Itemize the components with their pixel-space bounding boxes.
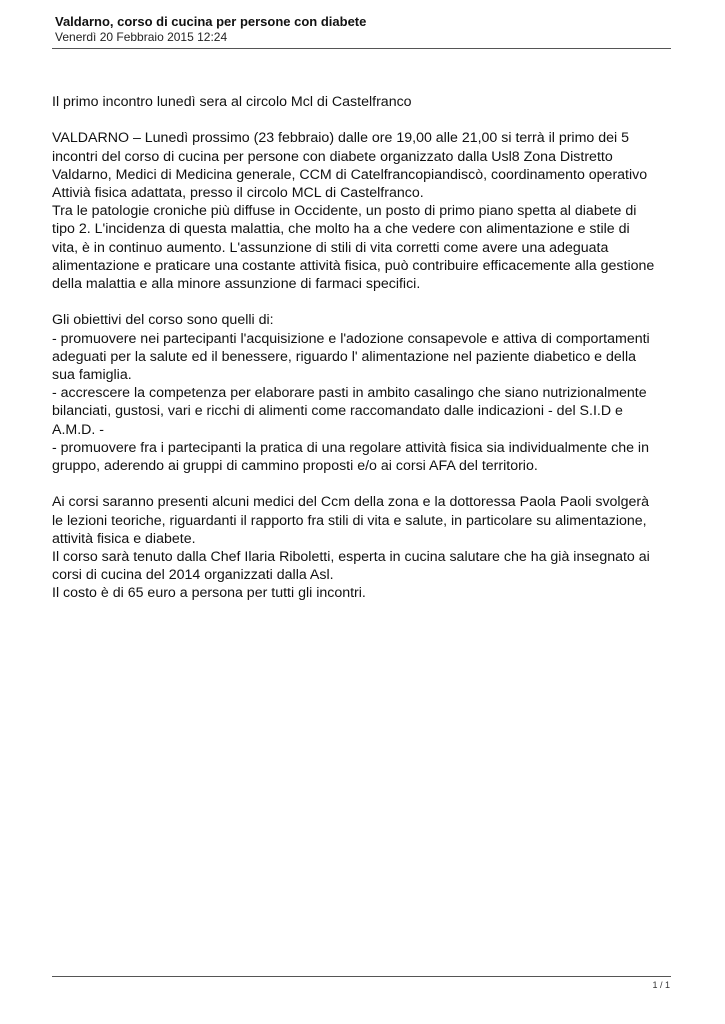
text-line: attività fisica e diabete.: [52, 530, 196, 547]
publish-date: Venerdì 20 Febbraio 2015 12:24: [55, 30, 228, 44]
text-line: vita, è in continuo aumento. L'assunzione di stili di vita corretti come avere una adeguata: [52, 239, 609, 256]
text-line: A.M.D. -: [52, 421, 105, 438]
footer-divider: [52, 976, 671, 977]
paragraph-objectives: [52, 311, 676, 475]
article-body: [52, 93, 676, 603]
text-line: - promuovere fra i partecipanti la pratica di una regolare attività fisica sia individualmente che in: [52, 439, 649, 456]
text-line: tipo 2. L'incidenza di questa malattia, che molto ha a che vedere con alimentazione e stile di: [52, 221, 630, 238]
paragraph-intro: [52, 129, 676, 293]
text-line: sua famiglia.: [52, 367, 132, 384]
text-line: - accrescere la competenza per elaborare pasti in ambito casalingo che siano nutrizionalmente: [52, 385, 647, 402]
text-line: incontri del corso di cucina per persone con diabete organizzato dalla Usl8 Zona Distretto: [52, 148, 613, 165]
text-line: Attivià fisica adattata, presso il circolo MCL di Castelfranco.: [52, 185, 424, 201]
page-header: [55, 14, 671, 45]
paragraph-gap: [52, 111, 676, 129]
text-line: VALDARNO – Lunedì prossimo (23 febbraio) dalle ore 19,00 alle 21,00 si terrà il primo dei 5: [52, 130, 629, 147]
text-line: Il corso sarà tenuto dalla Chef Ilaria Riboletti, esperta in cucina salutare che ha già insegnato ai: [52, 549, 650, 566]
text-line: le lezioni teoriche, riguardanti il rapporto fra stili di vita e salute, in particolare su alimentazione,: [52, 512, 647, 529]
text-line: Tra le patologie croniche più diffuse in Occidente, un posto di primo piano spetta al diabete di: [52, 203, 637, 220]
paragraph-gap: [52, 475, 676, 493]
text-line: - promuovere nei partecipanti l'acquisizione e l'adozione consapevole e attiva di comportamenti: [52, 330, 650, 347]
text-line: bilanciati, gustosi, vari e ricchi di alimenti come raccomandato dalle indicazioni - del S.I.D e: [52, 403, 623, 420]
text-line: adeguati per la salute ed il benessere, riguardo l' alimentazione nel paziente diabetico e della: [52, 348, 636, 365]
text-line: Valdarno, Medici di Medicina generale, CCM di Catelfrancopiandiscò, coordinamento operativo: [52, 166, 648, 183]
paragraph-gap: [52, 293, 676, 311]
text-line: gruppo, aderendo ai gruppi di cammino proposti e/o ai corsi AFA del territorio.: [52, 458, 538, 475]
article-title: Valdarno, corso di cucina per persone con diabete: [55, 14, 367, 29]
text-line: alimentazione e praticare una costante attività fisica, può contribuire efficacemente alla gestione: [52, 257, 655, 274]
header-divider: [52, 48, 671, 49]
text-line: Il costo è di 65 euro a persona per tutti gli incontri.: [52, 585, 366, 602]
text-line: Ai corsi saranno presenti alcuni medici del Ccm della zona e la dottoressa Paola Paoli svolgerà: [52, 494, 649, 511]
page-number: 1 / 1: [652, 980, 670, 990]
paragraph-details: [52, 493, 676, 602]
text-line: corsi di cucina del 2014 organizzati dalla Asl.: [52, 567, 334, 584]
text-line: della malattia e alla minore assunzione di farmaci specifici.: [52, 276, 421, 293]
text-line: Gli obiettivi del corso sono quelli di:: [52, 312, 274, 329]
article-lead: Il primo incontro lunedì sera al circolo Mcl di Castelfranco: [52, 94, 412, 110]
